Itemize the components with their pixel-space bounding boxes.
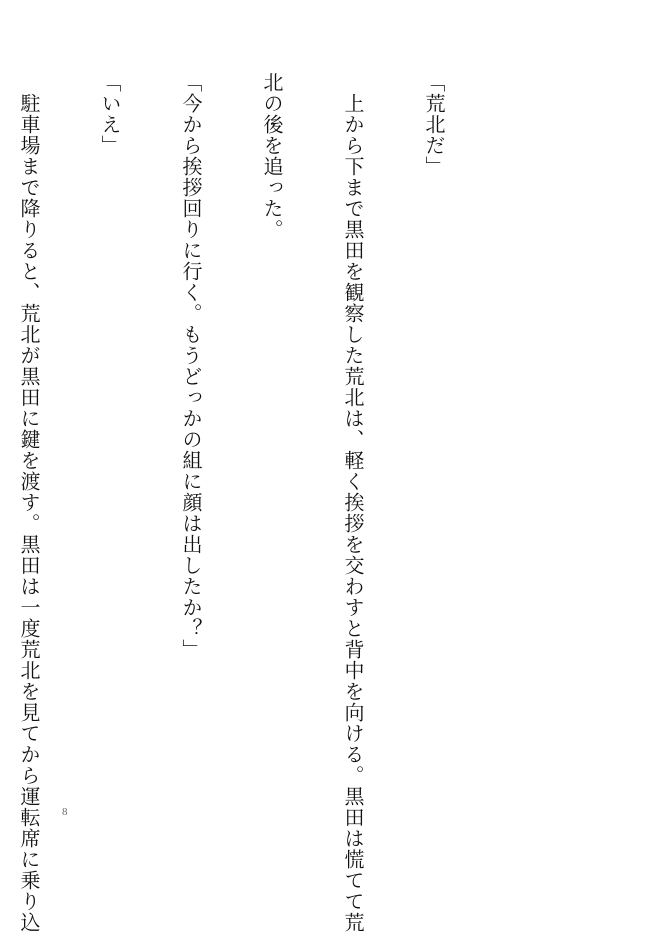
text-line: 北の後を追った。 xyxy=(260,72,284,240)
text-line: 「荒北だ」 xyxy=(422,72,446,177)
page-number: 8 xyxy=(62,806,68,818)
vertical-text-block xyxy=(17,72,501,933)
text-line: 上から下まで黒田を観察した荒北は、軽く挨拶を交わすと背中を向ける。黒田は慌てて荒 xyxy=(341,72,365,933)
text-line: 「いえ」 xyxy=(98,72,122,156)
text-line: 駐車場まで降りると、荒北が黒田に鍵を渡す。黒田は一度荒北を見てから運転席に乗り込 xyxy=(17,72,41,933)
text-line: 「今から挨拶回りに行く。もうどっかの組に顔は出したか？」 xyxy=(179,72,203,660)
